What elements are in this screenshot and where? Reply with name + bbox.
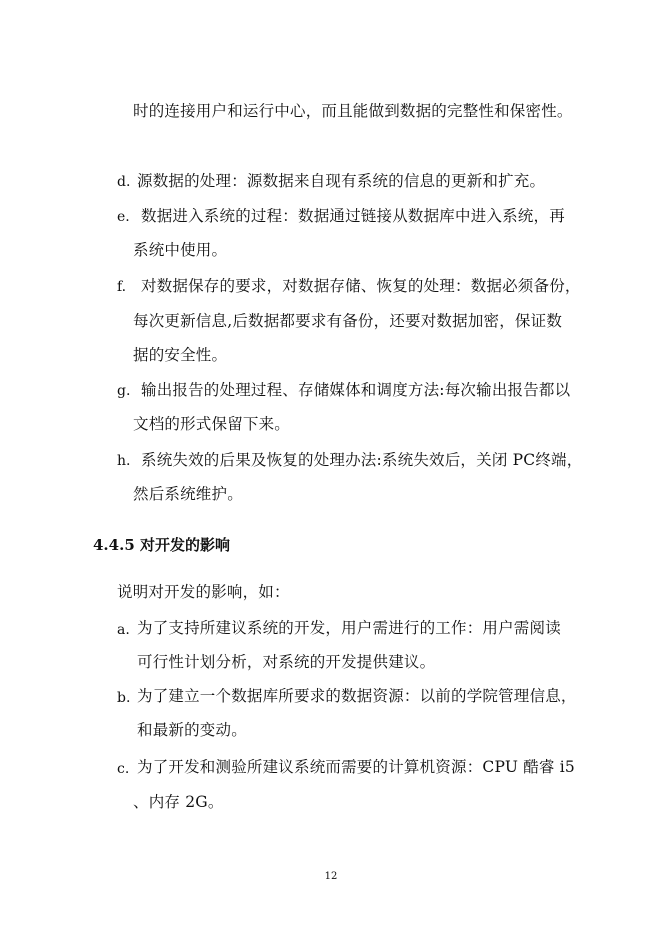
list-marker: f.: [117, 279, 127, 295]
list-marker: d.: [117, 174, 131, 190]
page-number: 12: [324, 871, 338, 882]
list-item-text: 据的安全性。: [133, 346, 228, 364]
list-marker: g.: [117, 383, 131, 399]
section-heading: 4.4.5 对开发的影响: [93, 536, 230, 554]
list-item-text: 源数据的处理：源数据来自现有系统的信息的更新和扩充。: [137, 172, 546, 190]
continuation-line: 时的连接用户和运行中心，而且能做到数据的完整性和保密性。: [133, 102, 573, 120]
list-item-text: 系统失效的后果及恢复的处理办法:系统失效后，关闭 PC终端，: [141, 451, 583, 469]
list-item-text: 、内存 2G。: [133, 793, 224, 811]
list-item-text: 输出报告的处理过程、存储媒体和调度方法:每次输出报告都以: [141, 381, 571, 399]
list-item-text: 为了建立一个数据库所要求的数据资源：以前的学院管理信息，: [137, 687, 577, 705]
list-item-text: 然后系统维护。: [133, 485, 243, 503]
list-item-text: 可行性计划分析，对系统的开发提供建议。: [137, 653, 436, 671]
list-item-text: 为了开发和测验所建议系统而需要的计算机资源：CPU 酷睿 i5: [137, 758, 575, 776]
list-item-text: 系统中使用。: [133, 241, 228, 259]
list-marker: c.: [117, 761, 130, 777]
list-item-text: 文档的形式保留下来。: [133, 415, 291, 433]
list-marker: b.: [117, 690, 131, 706]
list-item-text: 和最新的变动。: [137, 721, 247, 739]
intro-line: 说明对开发的影响，如：: [117, 583, 290, 601]
list-item-text: 每次更新信息,后数据都要求有备份，还要对数据加密，保证数: [133, 312, 563, 330]
list-item-text: 对数据保存的要求，对数据存储、恢复的处理：数据必须备份，: [141, 277, 581, 295]
list-marker: a.: [117, 622, 130, 638]
list-item-text: 数据进入系统的过程：数据通过链接从数据库中进入系统，再: [141, 207, 565, 225]
list-item-text: 为了支持所建议系统的开发，用户需进行的工作：用户需阅读: [137, 619, 561, 637]
list-marker: e.: [117, 209, 130, 225]
list-marker: h.: [117, 453, 131, 469]
